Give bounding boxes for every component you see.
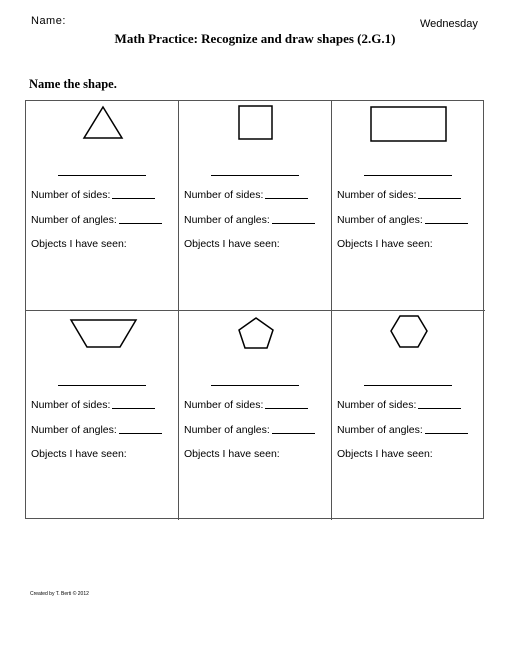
angles-label: Number of angles:	[184, 424, 270, 436]
sides-label: Number of sides:	[31, 189, 111, 201]
angles-blank[interactable]	[425, 433, 468, 434]
shape-cell-square	[179, 101, 332, 311]
angles-label: Number of angles:	[184, 214, 270, 226]
objects-field[interactable]	[184, 238, 280, 250]
sides-field[interactable]	[337, 189, 461, 201]
sides-blank[interactable]	[265, 198, 308, 199]
shape-cell-trapezoid	[26, 311, 179, 520]
angles-blank[interactable]	[272, 223, 315, 224]
sides-label: Number of sides:	[337, 189, 417, 201]
objects-label: Objects I have seen:	[337, 238, 433, 250]
angles-blank[interactable]	[425, 223, 468, 224]
sides-field[interactable]	[184, 399, 308, 411]
shape-name-line[interactable]	[364, 175, 452, 176]
sides-field[interactable]	[337, 399, 461, 411]
shape-cell-pentagon	[179, 311, 332, 520]
day-label: Wednesday	[420, 18, 478, 30]
shape-cell-triangle	[26, 101, 179, 311]
angles-field[interactable]	[31, 214, 162, 226]
objects-field[interactable]	[184, 448, 280, 460]
objects-label: Objects I have seen:	[31, 238, 127, 250]
sides-label: Number of sides:	[31, 399, 111, 411]
name-label: Name:	[31, 15, 66, 27]
objects-label: Objects I have seen:	[337, 448, 433, 460]
sides-label: Number of sides:	[337, 399, 417, 411]
angles-label: Number of angles:	[337, 214, 423, 226]
objects-label: Objects I have seen:	[31, 448, 127, 460]
sides-label: Number of sides:	[184, 399, 264, 411]
angles-field[interactable]	[337, 424, 468, 436]
angles-blank[interactable]	[272, 433, 315, 434]
shape-name-line[interactable]	[58, 175, 146, 176]
sides-blank[interactable]	[418, 408, 461, 409]
sides-blank[interactable]	[112, 198, 155, 199]
shape-name-line[interactable]	[364, 385, 452, 386]
objects-field[interactable]	[337, 448, 433, 460]
shape-name-line[interactable]	[211, 175, 299, 176]
sides-field[interactable]	[31, 399, 155, 411]
shapes-grid	[25, 100, 484, 519]
shape-name-line[interactable]	[211, 385, 299, 386]
sides-blank[interactable]	[112, 408, 155, 409]
pentagon-icon	[179, 311, 332, 371]
objects-field[interactable]	[31, 448, 127, 460]
angles-blank[interactable]	[119, 433, 162, 434]
angles-field[interactable]	[184, 214, 315, 226]
sides-field[interactable]	[31, 189, 155, 201]
objects-label: Objects I have seen:	[184, 448, 280, 460]
triangle-icon	[26, 101, 179, 161]
objects-field[interactable]	[31, 238, 127, 250]
objects-label: Objects I have seen:	[184, 238, 280, 250]
objects-field[interactable]	[337, 238, 433, 250]
angles-field[interactable]	[184, 424, 315, 436]
instruction: Name the shape.	[29, 77, 117, 91]
angles-field[interactable]	[337, 214, 468, 226]
shape-cell-hexagon	[332, 311, 485, 520]
angles-blank[interactable]	[119, 223, 162, 224]
shape-name-line[interactable]	[58, 385, 146, 386]
shape-cell-rectangle	[332, 101, 485, 311]
sides-label: Number of sides:	[184, 189, 264, 201]
square-icon	[179, 101, 332, 161]
rectangle-icon	[332, 101, 485, 161]
angles-label: Number of angles:	[337, 424, 423, 436]
worksheet-title: Math Practice: Recognize and draw shapes (2.G.1)	[114, 31, 396, 46]
footer-credit: Created by T. Berti © 2012	[30, 591, 89, 597]
angles-field[interactable]	[31, 424, 162, 436]
angles-label: Number of angles:	[31, 424, 117, 436]
angles-label: Number of angles:	[31, 214, 117, 226]
sides-blank[interactable]	[265, 408, 308, 409]
trapezoid-icon	[26, 311, 179, 371]
sides-field[interactable]	[184, 189, 308, 201]
sides-blank[interactable]	[418, 198, 461, 199]
hexagon-icon	[332, 311, 485, 371]
